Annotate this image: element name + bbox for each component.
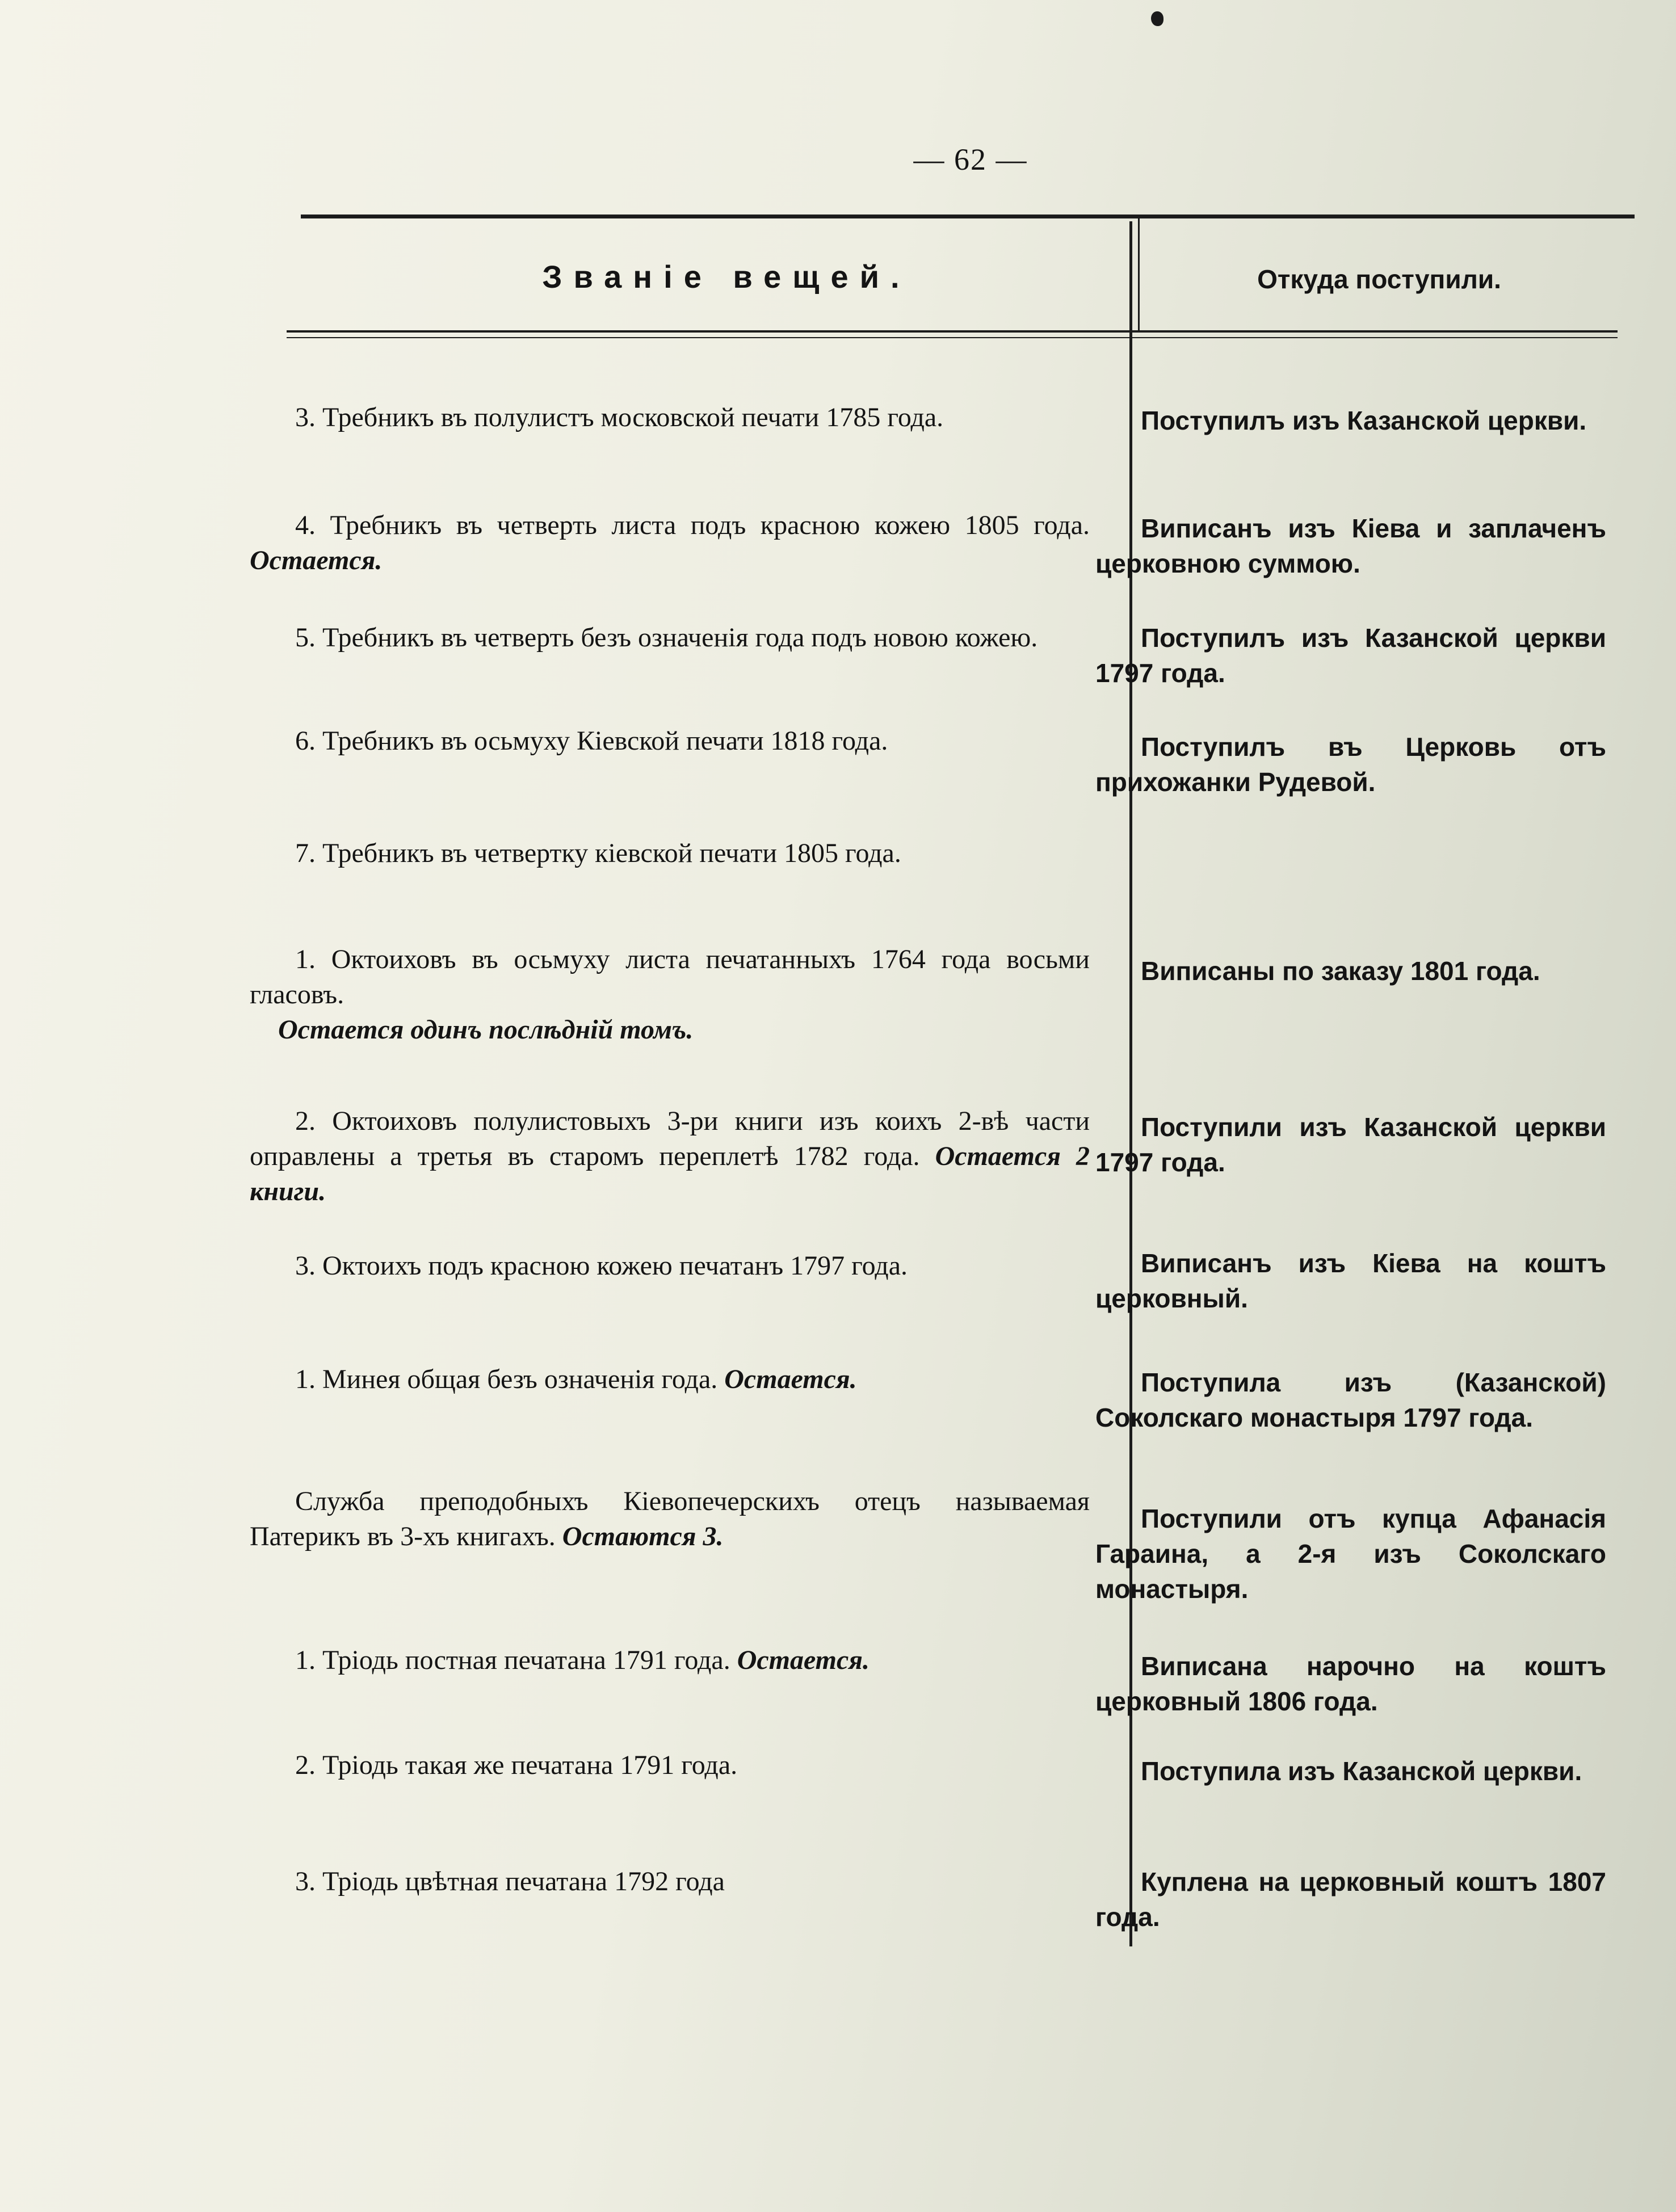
item-entry: Служба преподобныхъ Кіевопечерскихъ отецъ называемая Патерикъ въ 3-хъ книгахъ. Остаются 3. xyxy=(250,1486,1090,1551)
item-entry: 3. Требникъ въ полулистъ московской печати 1785 года. xyxy=(295,402,944,432)
item-entry: 2. Тріодь такая же печатана 1791 года. xyxy=(295,1750,738,1780)
header-double-rule-thin xyxy=(287,337,1618,338)
source-entry: Виписаны по заказу 1801 года. xyxy=(1141,956,1540,986)
item-entry: 6. Требникъ въ осьмуху Кіевской печати 1818 года. xyxy=(295,726,888,756)
item-entry: 4. Требникъ въ четверть листа подъ красною кожею 1805 года. Остается. xyxy=(250,510,1090,575)
header-double-rule xyxy=(287,330,1618,333)
source-entry: Поступилъ изъ Казанской церкви. xyxy=(1141,406,1587,435)
item-entry: 5. Требникъ въ четверть безъ означенія года подъ новою кожею. xyxy=(295,623,1038,653)
source-entry: Поступилъ въ Церковь отъ прихожанки Рудевой. xyxy=(1095,732,1606,797)
source-entry: Поступила изъ Казанской церкви. xyxy=(1141,1756,1582,1786)
table-top-rule xyxy=(301,215,1635,218)
column-header-items: Званіе вещей. xyxy=(542,259,911,295)
item-entry: 3. Октоихъ подъ красною кожею печатанъ 1797 года. xyxy=(295,1251,908,1281)
source-entry: Поступилъ изъ Казанской церкви 1797 года. xyxy=(1095,623,1606,688)
item-entry: 3. Тріодь цвѣтная печатана 1792 года xyxy=(295,1866,725,1896)
item-entry: 1. Октоиховъ въ осьмуху листа печатанныхъ 1764 года восьми гласовъ. Остается одинъ послѣдній томъ. xyxy=(250,944,1090,1045)
source-entry: Поступили отъ купца Афанасія Гараина, а 2-я изъ Соколскаго монастыря. xyxy=(1095,1504,1606,1604)
source-entry: Куплена на церковный коштъ 1807 года. xyxy=(1095,1867,1606,1932)
source-entry: Виписанъ изъ Кіева и заплаченъ церковною суммою. xyxy=(1095,514,1606,578)
column-header-source: Откуда поступили. xyxy=(1257,264,1501,294)
source-entry: Поступили изъ Казанской церкви 1797 года. xyxy=(1095,1112,1606,1177)
page-number: — 62 — xyxy=(913,142,1028,176)
source-entry: Поступила изъ (Казанской) Соколскаго монастыря 1797 года. xyxy=(1095,1368,1606,1432)
source-entry: Виписанъ изъ Кіева на коштъ церковный. xyxy=(1095,1248,1606,1313)
ink-speck xyxy=(1151,11,1163,26)
item-entry: 2. Октоиховъ полулистовыхъ 3-ри книги изъ коихъ 2-вѣ части оправлены а третья въ старомъ переплетѣ 1782 года. Остается 2 книги. xyxy=(250,1106,1090,1206)
item-entry: 1. Минея общая безъ означенія года. Остается. xyxy=(295,1364,857,1394)
source-entry: Виписана нарочно на коштъ церковный 1806 года. xyxy=(1095,1651,1606,1716)
item-entry: 7. Требникъ въ четвертку кіевской печати 1805 года. xyxy=(295,838,901,868)
header-divider xyxy=(1138,218,1140,332)
item-entry: 1. Тріодь постная печатана 1791 года. Остается. xyxy=(295,1645,870,1675)
